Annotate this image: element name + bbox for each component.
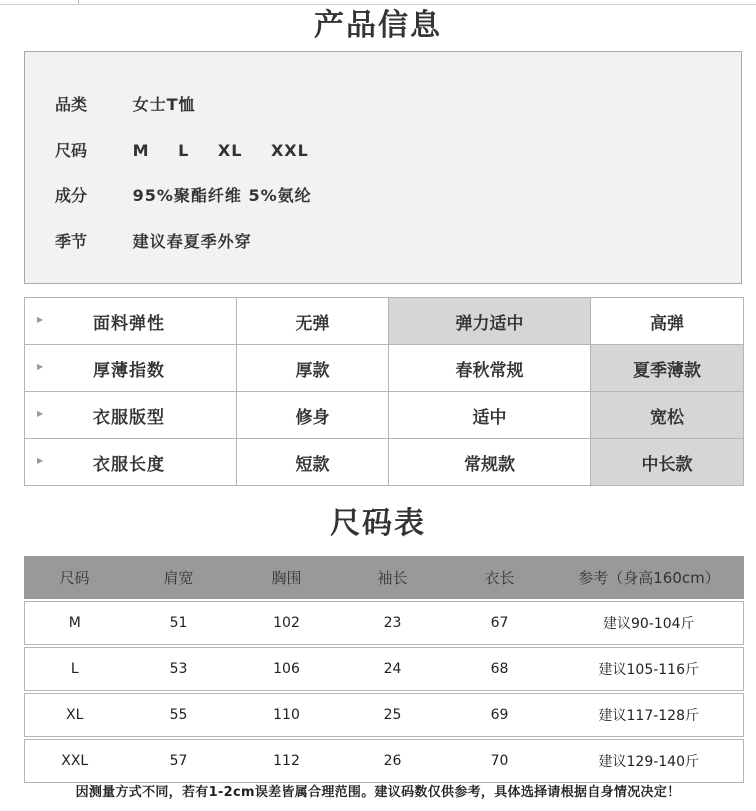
size-chart-cell: 67 — [445, 602, 555, 645]
size-chart-cell: 69 — [445, 694, 555, 737]
attribute-option: 厚款 — [237, 345, 389, 392]
attribute-option: 春秋常规 — [389, 345, 591, 392]
attribute-option: 宽松 — [591, 392, 744, 439]
attribute-label-cell — [25, 345, 237, 392]
measurement-note: 因测量方式不同，若有1-2cm误差皆属合理范围。建议码数仅供参考，具体选择请根据自身情况决定！ — [75, 785, 681, 800]
size-chart-header-cell: 参考（身高160cm） — [555, 557, 744, 599]
info-row-season — [55, 229, 252, 252]
info-value: 95%聚酯纤维 5%氨纶 — [132, 186, 312, 205]
size-chart-cell: XL — [25, 694, 125, 737]
size-chart-cell: 24 — [341, 648, 445, 691]
attribute-label: 厚薄指数 — [93, 360, 165, 381]
attribute-label: 面料弹性 — [93, 313, 165, 334]
attribute-option: 修身 — [237, 392, 389, 439]
attribute-label-cell — [25, 298, 237, 345]
table-row — [25, 694, 744, 737]
size-chart-cell: M — [25, 602, 125, 645]
info-key: 尺码 — [55, 141, 88, 160]
size-chart-cell: 建议105-116斤 — [555, 648, 744, 691]
size-chart-cell: 25 — [341, 694, 445, 737]
size-chart-cell: 26 — [341, 740, 445, 783]
table-row — [25, 602, 744, 645]
table-row — [25, 648, 744, 691]
info-value: 女士T恤 — [132, 95, 196, 114]
size-chart-header-cell: 衣长 — [445, 557, 555, 599]
size-option: XXL — [270, 141, 309, 160]
size-chart-header-cell: 尺码 — [25, 557, 125, 599]
size-chart-cell: 建议90-104斤 — [555, 602, 744, 645]
size-chart-cell: 106 — [233, 648, 341, 691]
size-chart-cell: L — [25, 648, 125, 691]
table-row — [25, 740, 744, 783]
size-list — [133, 141, 331, 160]
size-chart-cell: 23 — [341, 602, 445, 645]
size-chart-header-cell: 胸围 — [233, 557, 341, 599]
size-option: M — [132, 141, 150, 160]
size-chart-cell: 57 — [125, 740, 233, 783]
info-row-material — [55, 183, 312, 206]
size-chart-cell: 68 — [445, 648, 555, 691]
attribute-row — [25, 298, 744, 345]
size-chart-header-row — [25, 557, 744, 599]
size-chart-cell: 102 — [233, 602, 341, 645]
attribute-row — [25, 345, 744, 392]
info-value: 建议春夏季外穿 — [132, 232, 252, 251]
size-chart-header-cell: 肩宽 — [125, 557, 233, 599]
attribute-label: 衣服长度 — [93, 454, 165, 475]
attribute-option: 高弹 — [591, 298, 744, 345]
size-chart-cell: XXL — [25, 740, 125, 783]
size-chart-cell: 51 — [125, 602, 233, 645]
attribute-row — [25, 439, 744, 486]
product-info-box — [24, 51, 742, 284]
attribute-label: 衣服版型 — [93, 407, 165, 428]
triangle-right-icon: ▶ — [37, 362, 44, 371]
triangle-right-icon: ▶ — [37, 456, 44, 465]
size-chart-cell: 建议129-140斤 — [555, 740, 744, 783]
size-chart-cell: 110 — [233, 694, 341, 737]
attribute-option: 中长款 — [591, 439, 744, 486]
size-chart-cell: 建议117-128斤 — [555, 694, 744, 737]
triangle-right-icon: ▶ — [37, 315, 44, 324]
size-chart-cell: 112 — [233, 740, 341, 783]
info-key: 品类 — [55, 95, 88, 114]
size-chart-table — [24, 556, 744, 783]
size-chart-cell: 53 — [125, 648, 233, 691]
info-key: 成分 — [55, 186, 88, 205]
attribute-option: 常规款 — [389, 439, 591, 486]
attribute-label-cell — [25, 439, 237, 486]
size-chart-cell: 55 — [125, 694, 233, 737]
size-chart-title: 尺码表 — [330, 506, 426, 541]
attribute-option: 短款 — [237, 439, 389, 486]
attribute-option: 适中 — [389, 392, 591, 439]
info-row-category — [55, 92, 196, 115]
attribute-option: 弹力适中 — [389, 298, 591, 345]
attribute-table — [24, 297, 744, 486]
info-key: 季节 — [55, 232, 88, 251]
size-chart-header-cell: 袖长 — [341, 557, 445, 599]
attribute-option: 无弹 — [237, 298, 389, 345]
triangle-right-icon: ▶ — [37, 409, 44, 418]
attribute-row — [25, 392, 744, 439]
size-option: XL — [217, 141, 243, 160]
attribute-label-cell — [25, 392, 237, 439]
size-chart-cell: 70 — [445, 740, 555, 783]
info-row-size — [55, 138, 331, 161]
attribute-option: 夏季薄款 — [591, 345, 744, 392]
size-option: L — [178, 141, 190, 160]
product-info-title: 产品信息 — [314, 8, 442, 43]
